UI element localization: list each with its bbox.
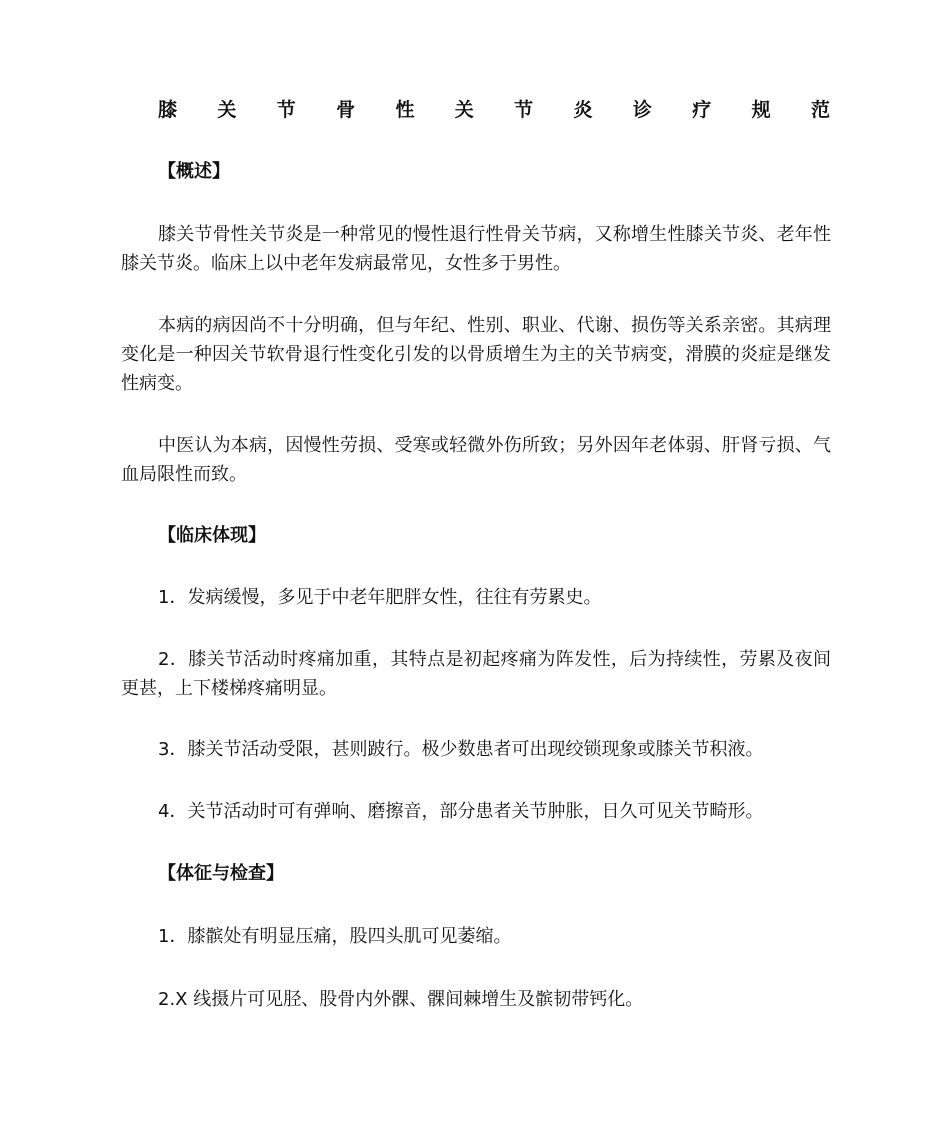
title-char: 关: [217, 99, 237, 121]
clinical-item-1: 1．发病缓慢，多见于中老年肥胖女性，往往有劳累史。: [158, 587, 602, 608]
title-char: 膝: [158, 99, 178, 121]
title-char: 骨: [336, 99, 356, 121]
overview-heading: 【概述】: [158, 161, 230, 182]
overview-paragraph-1: 膝关节骨性关节炎是一种常见的慢性退行性骨关节病，又称增生性膝关节炎、老年性膝关节炎。临床上以中老年发病最常见，女性多于男性。: [121, 224, 831, 274]
signs-heading: 【体征与检查】: [158, 863, 284, 884]
overview-paragraph-2: 本病的病因尚不十分明确，但与年纪、性别、职业、代谢、损伤等关系亲密。其病理变化是一种因关节软骨退行性变化引发的以骨质增生为主的关节病变，滑膜的炎症是继发性病变。: [121, 315, 831, 394]
signs-item-1: 1．膝髌处有明显压痛，股四头肌可见萎缩。: [158, 926, 512, 947]
clinical-item-2: 2．膝关节活动时疼痛加重，其特点是初起疼痛为阵发性，后为持续性，劳累及夜间更甚，上下楼梯疼痛明显。: [121, 649, 831, 699]
title-char: 性: [395, 99, 415, 121]
title-char: 节: [514, 99, 534, 121]
title-char: 范: [810, 99, 830, 121]
document-title: [158, 96, 830, 124]
clinical-heading: 【临床体现】: [158, 525, 266, 546]
overview-paragraph-3: 中医认为本病，因慢性劳损、受寒或轻微外伤所致；另外因年老体弱、肝肾亏损、气血局限性而致。: [121, 435, 831, 485]
title-char: 关: [454, 99, 474, 121]
title-char: 规: [751, 99, 771, 121]
clinical-item-3: 3．膝关节活动受限，甚则跛行。极少数患者可出现绞锁现象或膝关节积液。: [158, 739, 764, 760]
clinical-item-4: 4．关节活动时可有弹响、磨擦音，部分患者关节肿胀，日久可见关节畸形。: [158, 801, 764, 822]
signs-item-2: 2.X 线摄片可见胫、股骨内外髁、髁间棘增生及髌韧带钙化。: [158, 989, 644, 1010]
title-char: 诊: [632, 99, 652, 121]
title-char: 炎: [573, 99, 593, 121]
title-char: 疗: [692, 99, 712, 121]
title-char: 节: [276, 99, 296, 121]
